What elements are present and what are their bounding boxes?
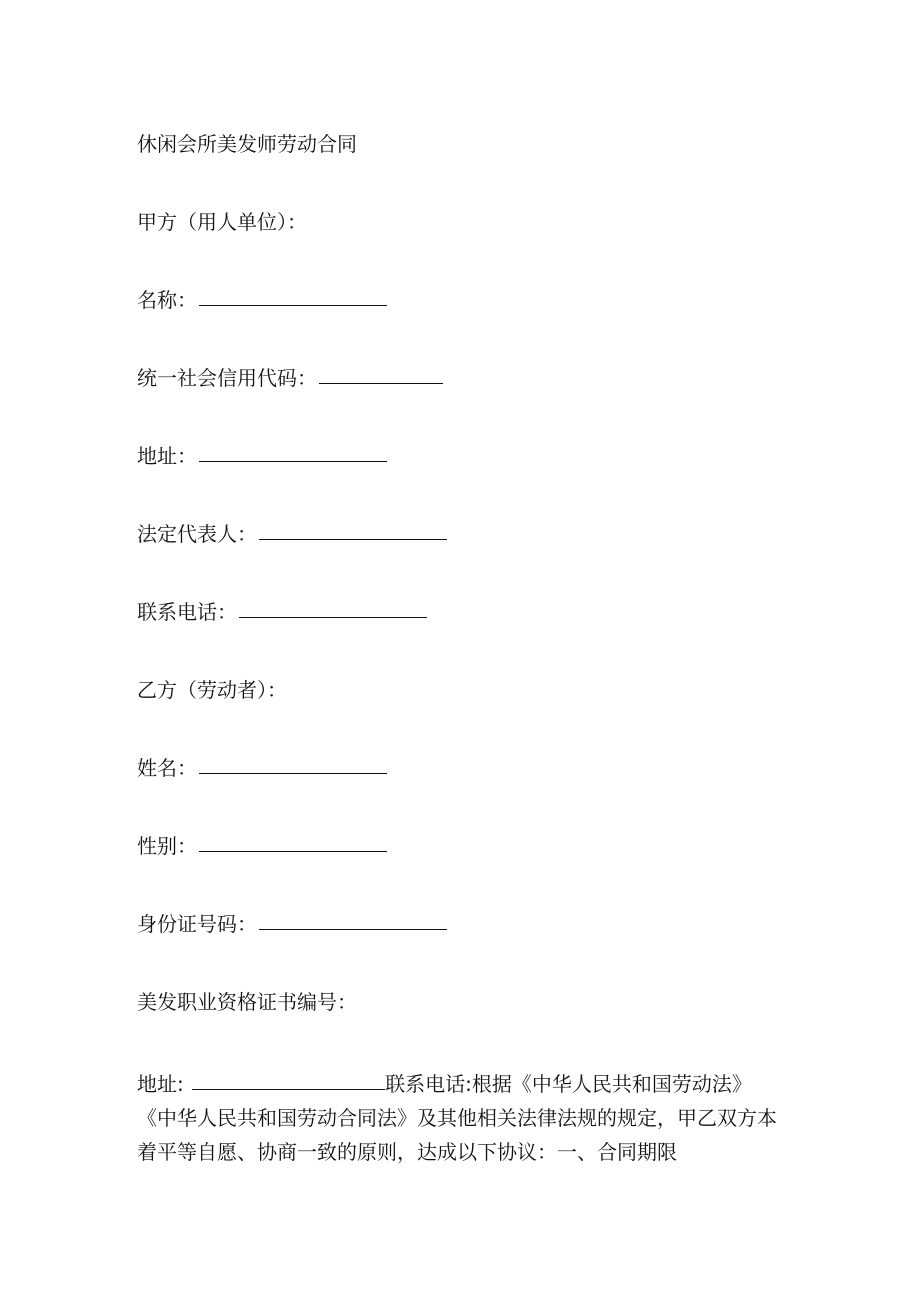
gender-blank [199, 850, 387, 852]
credit-code-row [137, 365, 443, 391]
credit-code-label: 统一社会信用代码： [137, 366, 317, 390]
party-a-heading: 甲方（用人单位）： [137, 210, 307, 234]
agreement-line-2: 《中华人民共和国劳动合同法》及其他相关法律法规的规定，甲乙双方本 [137, 1106, 777, 1130]
party-b-heading: 乙方（劳动者）： [137, 678, 287, 702]
legal-representative-label: 法定代表人： [137, 522, 257, 546]
agreement-address-label: 地址: [137, 1072, 191, 1096]
agreement-line-3: 着平等自愿、协商一致的原则，达成以下协议：一、合同期限 [137, 1140, 677, 1164]
document-title: 休闲会所美发师劳动合同 [137, 132, 357, 156]
certificate-number-label: 美发职业资格证书编号： [137, 990, 357, 1014]
party-a-name-label: 名称： [137, 288, 197, 312]
party-a-address-label: 地址： [137, 444, 197, 468]
party-b-name-blank [199, 772, 387, 774]
gender-row [137, 833, 387, 859]
party-a-phone-label: 联系电话： [137, 600, 237, 624]
party-b-name-row [137, 755, 387, 781]
party-b-name-label: 姓名： [137, 756, 197, 780]
credit-code-blank [319, 382, 443, 384]
agreement-line-1-text: 联系电话:根据《中华人民共和国劳动法》 [385, 1072, 752, 1096]
legal-representative-row [137, 521, 447, 547]
id-number-row [137, 911, 447, 937]
party-a-phone-row [137, 599, 427, 625]
legal-representative-blank [259, 538, 447, 540]
agreement-line-1 [137, 1067, 787, 1101]
party-a-phone-blank [239, 616, 427, 618]
agreement-paragraph [137, 1067, 787, 1169]
id-number-label: 身份证号码： [137, 912, 257, 936]
id-number-blank [259, 928, 447, 930]
gender-label: 性别： [137, 834, 197, 858]
party-a-name-row [137, 287, 387, 313]
party-a-name-blank [199, 304, 387, 306]
party-a-address-blank [199, 460, 387, 462]
agreement-address-blank [192, 1088, 385, 1090]
party-a-address-row [137, 443, 387, 469]
